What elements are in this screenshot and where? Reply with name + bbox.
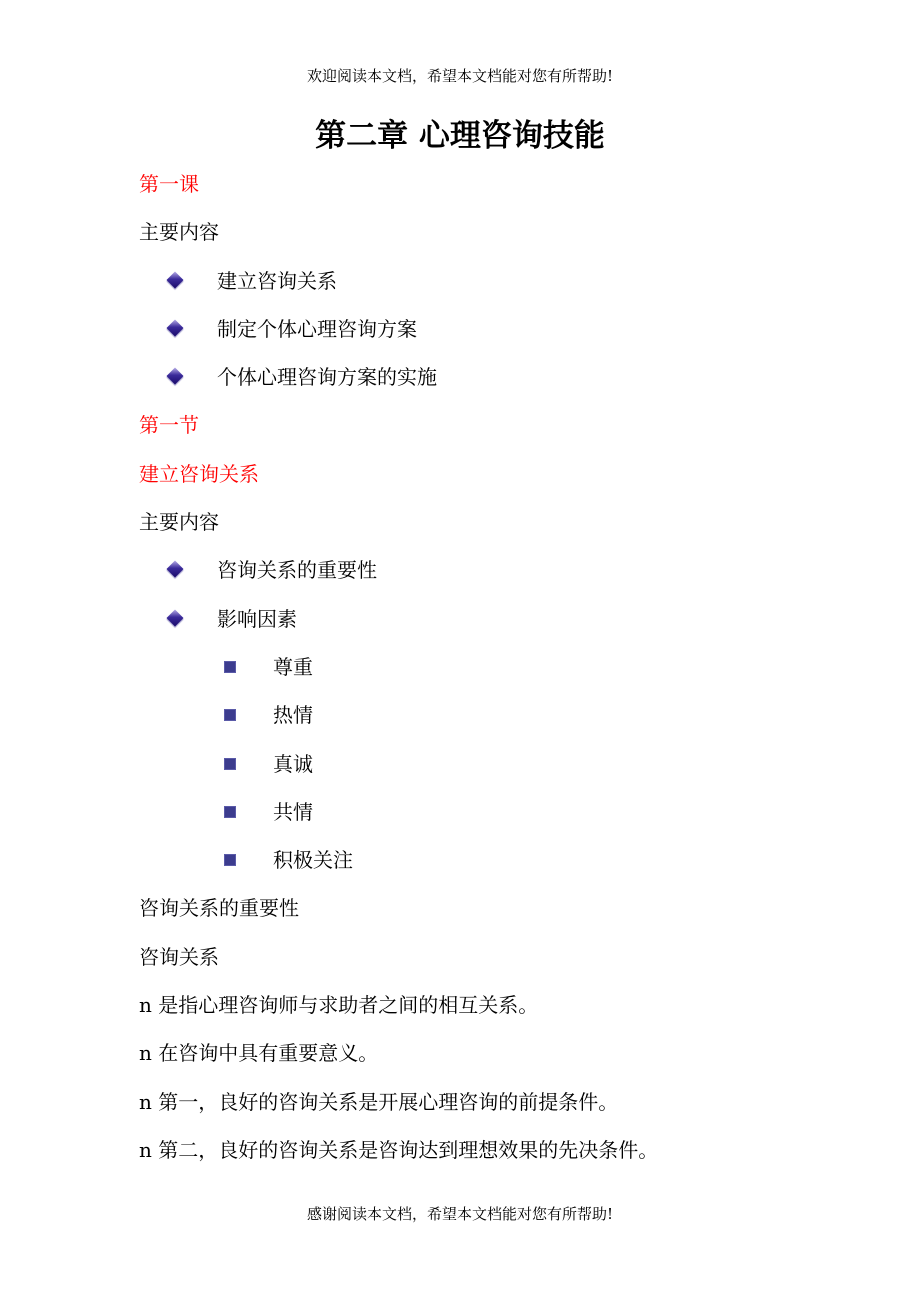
list-item-text: 影响因素 [217,606,297,631]
sub-list-item-text: 尊重 [273,654,313,679]
list-item [0,603,920,651]
line-text: n 在咨询中具有重要意义。 [139,1041,379,1066]
square-bullet-icon [224,661,236,673]
list-item [0,554,920,602]
list-item [0,313,920,361]
square-bullet-icon [224,806,236,818]
list-item [0,361,920,409]
line-text: n 是指心理咨询师与求助者之间的相互关系。 [139,993,539,1018]
diamond-bullet-icon [167,368,184,385]
line-text: 第一课 [139,172,199,196]
list-item-text: 个体心理咨询方案的实施 [217,365,437,390]
document-body [0,168,920,1182]
line-text: 建立咨询关系 [139,461,259,486]
diamond-bullet-icon [167,609,184,626]
section-heading [0,409,920,457]
sub-list-item-text: 积极关注 [273,848,353,873]
paragraph [0,941,920,989]
sub-list-item [0,796,920,844]
line-text: 第一节 [139,413,199,438]
line-text: n 第一，良好的咨询关系是开展心理咨询的前提条件。 [139,1089,619,1114]
diamond-bullet-icon [167,319,184,336]
sub-list-item [0,844,920,892]
list-item-text: 咨询关系的重要性 [217,558,377,583]
sub-list-item [0,748,920,796]
diamond-bullet-icon [167,561,184,578]
line-text: 咨询关系的重要性 [139,896,299,921]
sub-list-item [0,651,920,699]
square-bullet-icon [224,854,236,866]
diamond-bullet-icon [167,271,184,288]
paragraph [0,989,920,1037]
page-footer: 感谢阅读本文档，希望本文档能对您有所帮助! [306,1205,614,1223]
list-item [0,265,920,313]
square-bullet-icon [224,758,236,770]
paragraph [0,216,920,264]
sub-list-item-text: 真诚 [273,751,313,776]
line-text: 咨询关系 [139,944,219,969]
section-heading [0,168,920,216]
paragraph [0,506,920,554]
list-item-text: 建立咨询关系 [217,268,337,293]
paragraph [0,1086,920,1134]
square-bullet-icon [224,709,236,721]
sub-list-item [0,699,920,747]
line-text: 主要内容 [139,220,219,245]
paragraph [0,1134,920,1182]
line-text: n 第二，良好的咨询关系是咨询达到理想效果的先决条件。 [139,1137,659,1162]
chapter-title: 第二章 心理咨询技能 [315,118,605,154]
sub-list-item-text: 热情 [273,703,313,728]
page-header: 欢迎阅读本文档，希望本文档能对您有所帮助! [306,67,614,85]
section-heading [0,458,920,506]
paragraph [0,892,920,940]
list-item-text: 制定个体心理咨询方案 [217,316,417,341]
sub-list-item-text: 共情 [273,799,313,824]
paragraph [0,1037,920,1085]
line-text: 主要内容 [139,510,219,535]
